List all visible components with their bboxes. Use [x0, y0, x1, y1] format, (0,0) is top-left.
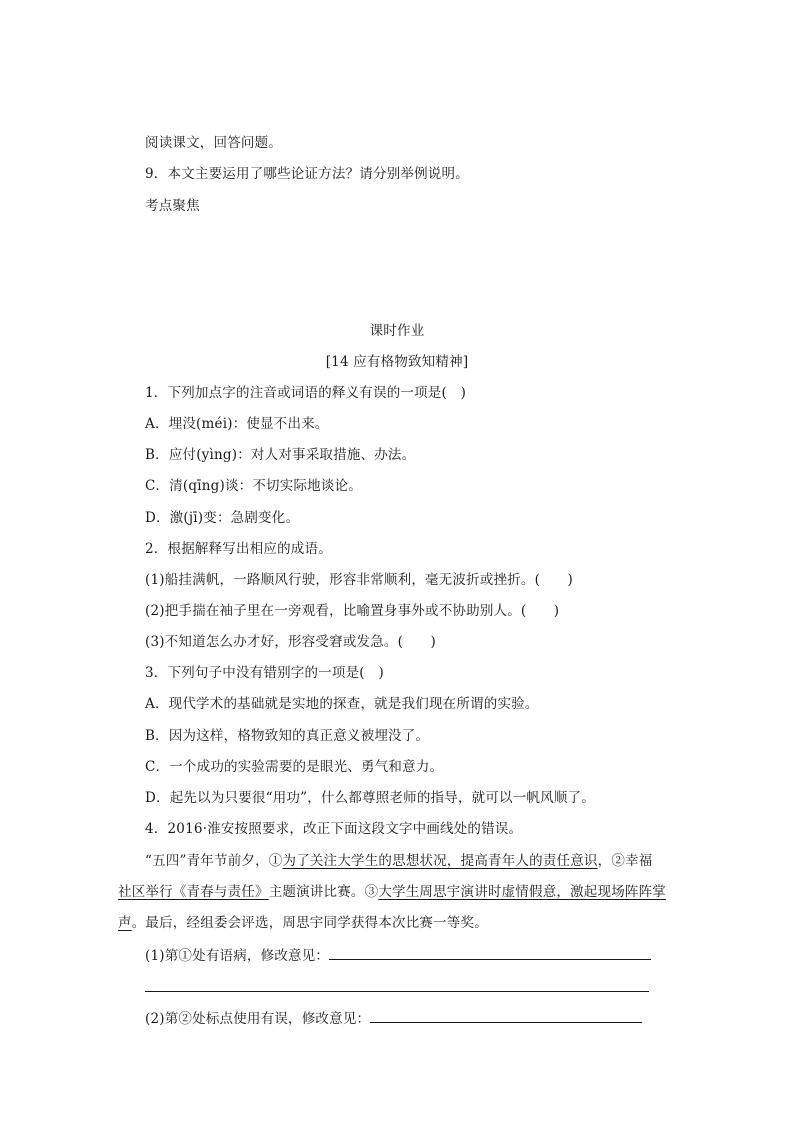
passage-text: “五四”青年节前夕，①	[145, 853, 283, 869]
question-1-stem: 1．下列加点字的注音或词语的释义有误的一项是( )	[145, 385, 467, 401]
question-9: 9．本文主要运用了哪些论证方法？请分别举例说明。	[145, 166, 469, 182]
answer-line-1b[interactable]	[145, 991, 649, 992]
question-1-option-c: C．清(qīng)谈：不切实际地谈论。	[145, 478, 362, 494]
sub-1-label: (1)第①处有语病，修改意见：	[145, 948, 330, 964]
question-4-sub-2	[145, 1008, 642, 1029]
question-3-option-a: A．现代学术的基础就是实地的探查，就是我们现在所谓的实验。	[145, 696, 539, 712]
question-3-option-b: B．因为这样，格物致知的真正意义被埋没了。	[145, 728, 430, 744]
homework-title: 课时作业	[369, 323, 425, 339]
question-1-option-d: D．激(jī)变：急剧变化。	[145, 510, 300, 526]
underlined-error-2: 社区举行《青春与责任》	[118, 884, 269, 900]
question-2-stem: 2．根据解释写出相应的成语。	[145, 541, 332, 557]
question-2-item-3: (3)不知道怎么办才好，形容受窘或发急。( )	[145, 634, 436, 650]
passage-text: ，②幸福	[597, 853, 653, 869]
passage-line-2	[118, 882, 666, 902]
underlined-error-3-cont: 声	[118, 915, 132, 931]
passage-line-1	[145, 851, 652, 871]
question-2-item-1: (1)船挂满帆，一路顺风行驶，形容非常顺利，毫无波折或挫折。( )	[145, 572, 573, 588]
answer-blank-2[interactable]	[370, 1008, 642, 1023]
question-3-option-c: C．一个成功的实验需要的是眼光、勇气和意力。	[145, 759, 444, 775]
question-1-option-a: A．埋没(méi)：使显不出来。	[145, 416, 329, 432]
underlined-error-1: 为了关注大学生的思想状况，提高青年人的责任意识	[282, 853, 598, 869]
question-3-option-d: D．起先以为只要很“用功”，什么都尊照老师的指导，就可以一帆风顺了。	[145, 790, 595, 806]
question-1-option-b: B．应付(yìng)：对人对事采取措施、办法。	[145, 447, 416, 463]
question-2-item-2: (2)把手揣在袖子里在一旁观看，比喻置身事外或不协助别人。( )	[145, 603, 560, 619]
passage-text: 主题演讲比赛。③	[268, 884, 379, 900]
underlined-error-3: 大学生周思宇演讲时虚情假意，激起现场阵阵掌	[378, 884, 667, 900]
passage-text: 。最后，经组委会评选，周思宇同学获得本次比赛一等奖。	[131, 915, 488, 931]
homework-subtitle: [14 应有格物致知精神]	[325, 354, 469, 370]
reading-instruction: 阅读课文，回答问题。	[145, 135, 282, 151]
passage-line-3	[118, 913, 488, 933]
focus-heading: 考点聚焦	[145, 198, 200, 214]
answer-blank-1[interactable]	[329, 945, 651, 960]
question-4-stem: 4．2016·淮安按照要求，改正下面这段文字中画线处的错误。	[145, 821, 523, 837]
question-4-sub-1	[145, 945, 651, 966]
question-3-stem: 3．下列句子中没有错别字的一项是( )	[145, 665, 384, 681]
sub-2-label: (2)第②处标点使用有误，修改意见：	[145, 1011, 371, 1027]
